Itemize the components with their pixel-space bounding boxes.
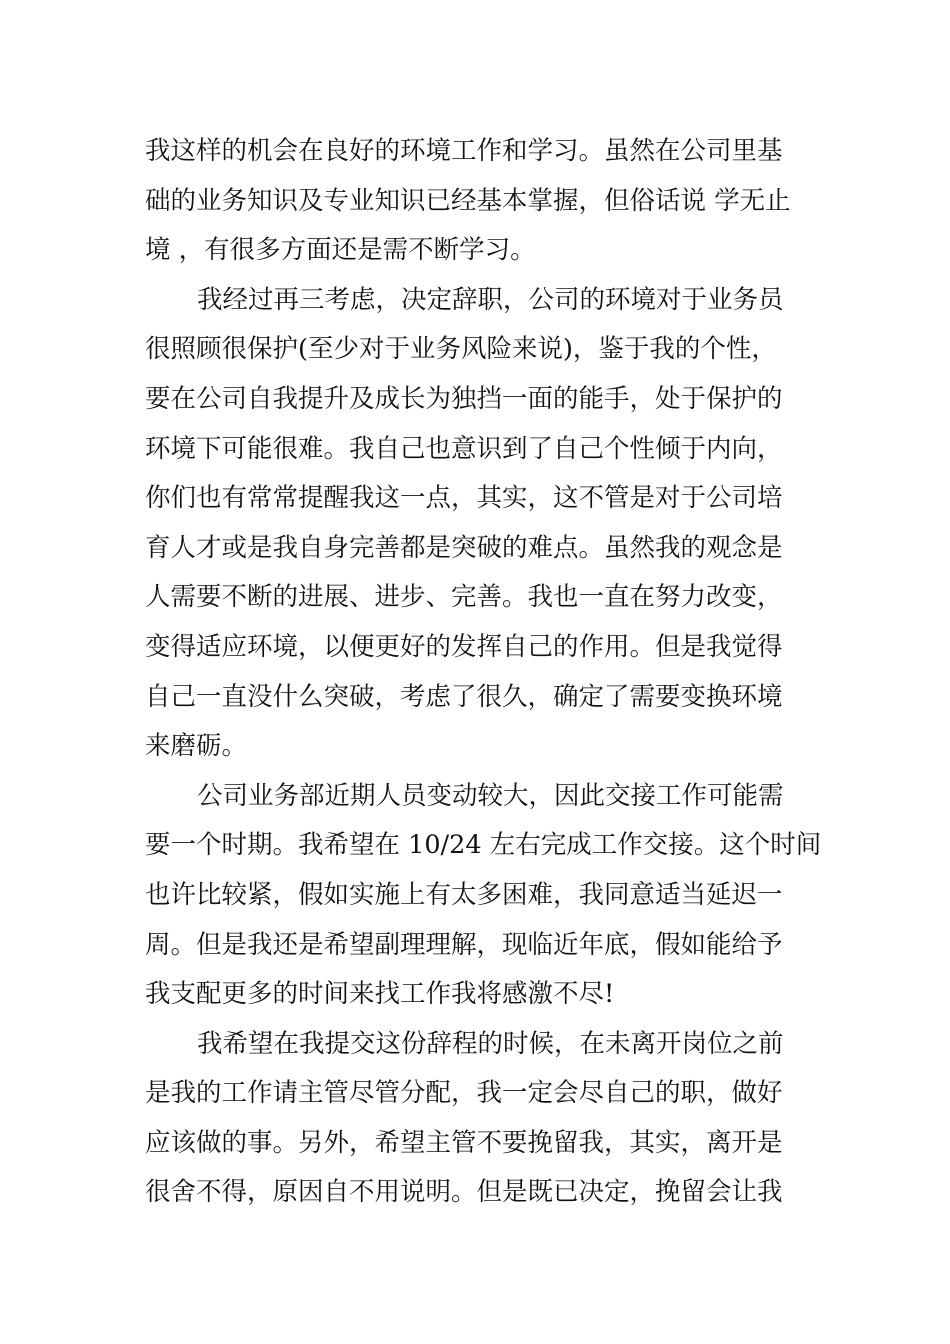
text-line: 很舍不得，原因自不用说明。但是既已决定，挽留会让我 <box>145 1177 783 1208</box>
text-line: 周。但是我还是希望副理理解，现临近年底，假如能给予 <box>145 929 783 960</box>
text-line: 公司业务部近期人员变动较大，因此交接工作可能需 <box>197 780 784 811</box>
text-line: 要在公司自我提升及成长为独挡一面的能手，处于保护的 <box>145 383 783 414</box>
text-line: 人需要不断的进展、进步、完善。我也一直在努力改变， <box>145 582 783 613</box>
text-line: 础的业务知识及专业知识已经基本掌握，但俗话说 学无止 <box>145 185 791 216</box>
text-line: 应该做的事。另外，希望主管不要挽留我，其实，离开是 <box>145 1127 783 1158</box>
text-line: 你们也有常常提醒我这一点，其实，这不管是对于公司培 <box>145 483 783 514</box>
text-line: 我希望在我提交这份辞程的时候，在未离开岗位之前 <box>197 1028 784 1059</box>
text-line: 环境下可能很难。我自己也意识到了自己个性倾于内向， <box>145 433 783 464</box>
text-line: 我这样的机会在良好的环境工作和学习。虽然在公司里基 <box>145 136 783 166</box>
text-line: 很照顾很保护(至少对于业务风险来说)，鉴于我的个性， <box>145 334 777 365</box>
body-text <box>145 127 825 1218</box>
text-line: 境 ，有很多方面还是需不断学习。 <box>145 235 536 266</box>
text-line: 我经过再三考虑，决定辞职，公司的环境对于业务员 <box>197 284 784 315</box>
text-line: 自己一直没什么突破，考虑了很久，确定了需要变换环境 <box>145 681 783 712</box>
text-line: 也许比较紧，假如实施上有太多困难，我同意适当延迟一 <box>145 879 783 910</box>
text-line: 育人才或是我自身完善都是突破的难点。虽然我的观念是 <box>145 532 783 563</box>
text-line: 变得适应环境，以便更好的发挥自己的作用。但是我觉得 <box>145 631 783 662</box>
text-line: 是我的工作请主管尽管分配，我一定会尽自己的职，做好 <box>145 1078 783 1109</box>
text-line: 来磨砺。 <box>145 731 248 762</box>
text-line: 我支配更多的时间来找工作我将感激不尽! <box>145 979 615 1010</box>
text-line: 要一个时期。我希望在 10/24 左右完成工作交接。这个时间 <box>145 830 822 861</box>
